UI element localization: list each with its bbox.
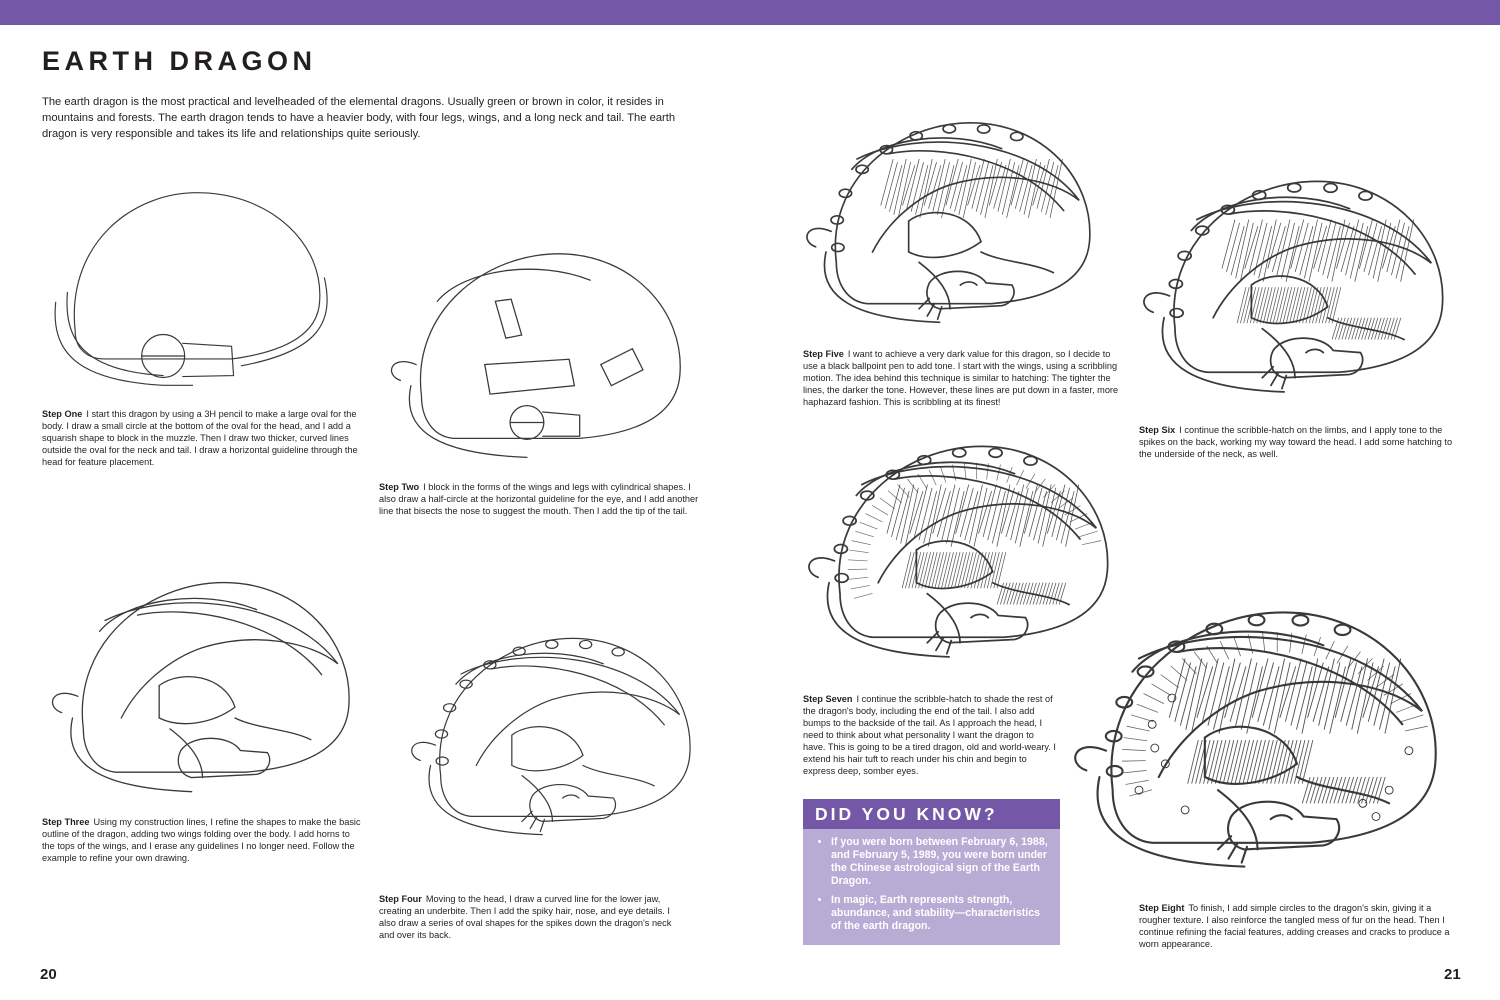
step-one-caption [42,408,362,468]
dragon-sketch-svg [375,238,700,470]
step-four-caption [379,893,689,941]
did-you-know-bullet: • In magic, Earth represents strength, abundance, and stability—characteristics of the earth dragon. [831,894,1050,933]
dragon-sketch-svg [1060,585,1455,890]
dragon-sketch-svg [1130,165,1460,405]
intro-paragraph: The earth dragon is the most practical and levelheaded of the elemental dragons. Usually green or brown in color, it resides in mountains and forests. The earth dragon tends to have a heavier body, with four legs, wings, and a long neck and tail. The earth dragon is very responsible and takes its life and relationships quite seriously. [42,96,676,140]
step-eight-sketch [1060,585,1455,890]
step-five-caption [803,348,1123,408]
step-text: I continue the scribble-hatch to shade the rest of the dragon's body, including the end of the tail. I also add bumps to the backside of the tail. As I approach the head, I need to think about what personality I want the dragon to have. This is going to be a tired dragon, old and world-weary. I extend his hair tuft to reach under his chin and begin to express deep, somber eyes. [803,694,1056,776]
page-title: EARTH DRAGON [42,46,317,76]
step-label: Step Five [803,349,844,359]
dragon-sketch-svg [45,185,340,400]
step-six-caption [1139,424,1454,460]
step-label: Step Four [379,894,422,904]
did-you-know-title: DID YOU KNOW? [803,799,1060,829]
step-label: Step Seven [803,694,853,704]
step-label: Step Eight [1139,903,1185,913]
dragon-sketch-svg [40,558,365,813]
step-six-sketch [1130,165,1460,405]
step-text: I want to achieve a very dark value for this dragon, so I decide to use a black ballpoint pen to add tone. I start with the wings, using a scribbling motion. The idea behind this technique is similar to hatching: The tighter the lines, the darker the tone. However, these lines are put down in a faster, more haphazard fashion. This is scribbling at its finest! [803,349,1119,407]
top-color-bar [0,0,1500,25]
step-text: I start this dragon by using a 3H pencil to make a large oval for the body. I draw a small circle at the bottom of the oval for the head, and I add a squarish shape to block in the muzzle. Then I draw two thicker, curved lines outside the oval for the neck and tail. I draw a horizontal guideline through the head for feature placement. [42,409,358,467]
step-three-caption [42,816,362,864]
step-text: Using my construction lines, I refine the shapes to make the basic outline of the dragon, adding two wings folding over the body. I add horns to the tops of the wings, and I erase any guidelines I no longer need. Follow the example to refine your own drawing. [42,817,361,863]
step-label: Step Two [379,482,420,492]
step-three-sketch [40,558,365,813]
did-you-know-box [803,799,1060,945]
step-seven-caption [803,693,1058,777]
step-four-sketch [400,585,705,885]
step-label: Step One [42,409,83,419]
step-two-caption [379,481,699,517]
left-page-number: 20 [40,966,57,983]
step-text: I block in the forms of the wings and legs with cylindrical shapes. I also draw a half-circle at the horizontal guideline for the eye, and I add another line that bisects the nose to suggest the mouth. Then I add the tip of the tail. [379,482,699,516]
dragon-sketch-svg [795,105,1105,337]
step-five-sketch [795,105,1105,337]
did-you-know-list [803,836,1060,933]
step-text: Moving to the head, I draw a curved line for the lower jaw, creating an underbite. Then I add the spiky hair, nose, and eye details. I also draw a series of oval shapes for the spikes down the dragon's neck and over its back. [379,894,672,940]
step-eight-caption [1139,902,1454,950]
step-label: Step Six [1139,425,1176,435]
step-label: Step Three [42,817,90,827]
dragon-sketch-svg [400,585,705,885]
step-text: To finish, I add simple circles to the dragon's skin, giving it a rougher texture. I also reinforce the tangled mess of fur on the head. Then I continue refining the facial features, adding creases and cracks to produce a worn appearance. [1139,903,1450,949]
did-you-know-bullet: • If you were born between February 6, 1988, and February 5, 1989, you were born under the Chinese astrological sign of the Earth Dragon. [831,836,1050,888]
step-text: I continue the scribble-hatch on the limbs, and I apply tone to the spikes on the back, working my way toward the head. I add some hatching to the underside of the neck, as well. [1139,425,1453,459]
step-two-sketch [375,238,700,470]
step-one-sketch [45,185,340,400]
right-page-number: 21 [1444,966,1461,983]
